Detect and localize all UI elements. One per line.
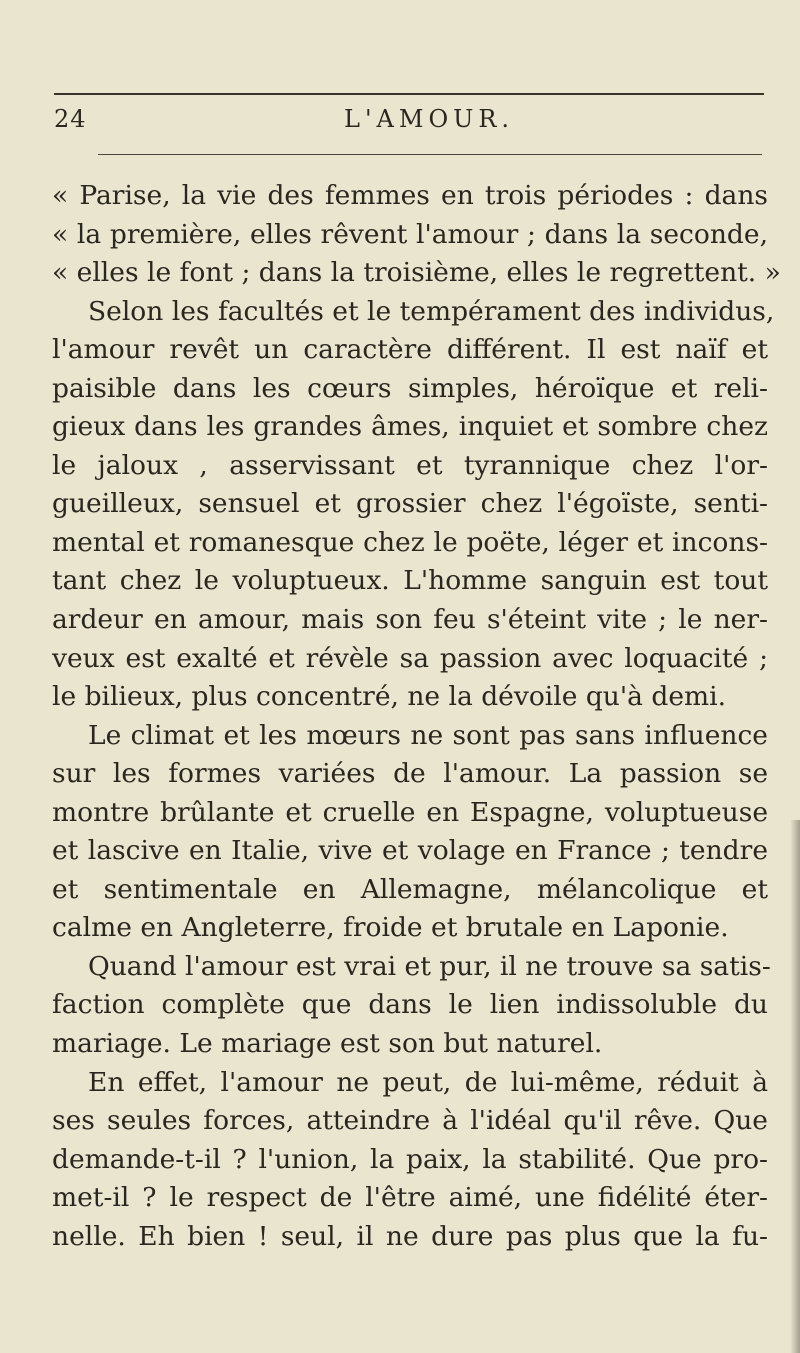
text-line: Quand l'amour est vrai et pur, il ne trouve sa satis-: [88, 950, 771, 982]
text-line: sur les formes variées de l'amour. La passion se: [52, 758, 768, 790]
page-header: [54, 93, 764, 135]
page-edge-shadow: [790, 820, 800, 1353]
text-line: et sentimentale en Allemagne, mélancolique et: [52, 873, 768, 905]
body-text: [52, 177, 781, 1256]
text-line: mental et romanesque chez le poëte, léger et incons-: [52, 526, 768, 558]
text-line: gieux dans les grandes âmes, inquiet et sombre chez: [52, 411, 768, 443]
text-line: met-il ? le respect de l'être aimé, une fidélité éter-: [52, 1182, 768, 1214]
text-line: nelle. Eh bien ! seul, il ne dure pas plus que la fu-: [52, 1220, 768, 1252]
text-line: paisible dans les cœurs simples, héroïque et reli-: [52, 372, 768, 404]
text-line: gueilleux, sensuel et grossier chez l'égoïste, senti-: [52, 488, 768, 520]
text-line: Le climat et les mœurs ne sont pas sans influence: [88, 719, 768, 751]
text-line: « Parise, la vie des femmes en trois périodes : dans: [52, 180, 768, 211]
text-line: tant chez le voluptueux. L'homme sanguin est tout: [52, 565, 768, 597]
running-title: L'AMOUR.: [344, 105, 515, 133]
text-line: ses seules forces, atteindre à l'idéal qu'il rêve. Que: [52, 1105, 768, 1137]
text-line: « la première, elles rêvent l'amour ; dans la seconde,: [52, 218, 768, 250]
text-line: faction complète que dans le lien indissoluble du: [52, 989, 768, 1021]
text-line: « elles le font ; dans la troisième, elles le regrettent. »: [52, 257, 781, 289]
text-line: ardeur en amour, mais son feu s'éteint vite ; le ner-: [52, 604, 768, 636]
text-line: mariage. Le mariage est son but naturel.: [52, 1028, 603, 1060]
header-rule: [98, 154, 762, 155]
text-line: et lascive en Italie, vive et volage en France ; tendre: [52, 835, 768, 867]
page-number: 24: [54, 105, 87, 133]
text-line: veux est exalté et révèle sa passion avec loquacité ;: [52, 642, 768, 674]
text-line: En effet, l'amour ne peut, de lui-même, réduit à: [88, 1066, 768, 1098]
text-line: montre brûlante et cruelle en Espagne, voluptueuse: [52, 796, 768, 828]
text-line: demande-t-il ? l'union, la paix, la stabilité. Que pro-: [52, 1143, 768, 1175]
text-line: l'amour revêt un caractère différent. Il est naïf et: [52, 334, 768, 366]
text-line: le jaloux , asservissant et tyrannique chez l'or-: [52, 449, 768, 481]
text-line: Selon les facultés et le tempérament des individus,: [88, 295, 775, 327]
text-line: le bilieux, plus concentré, ne la dévoile qu'à demi.: [52, 681, 727, 713]
text-line: calme en Angleterre, froide et brutale en Laponie.: [52, 912, 729, 944]
